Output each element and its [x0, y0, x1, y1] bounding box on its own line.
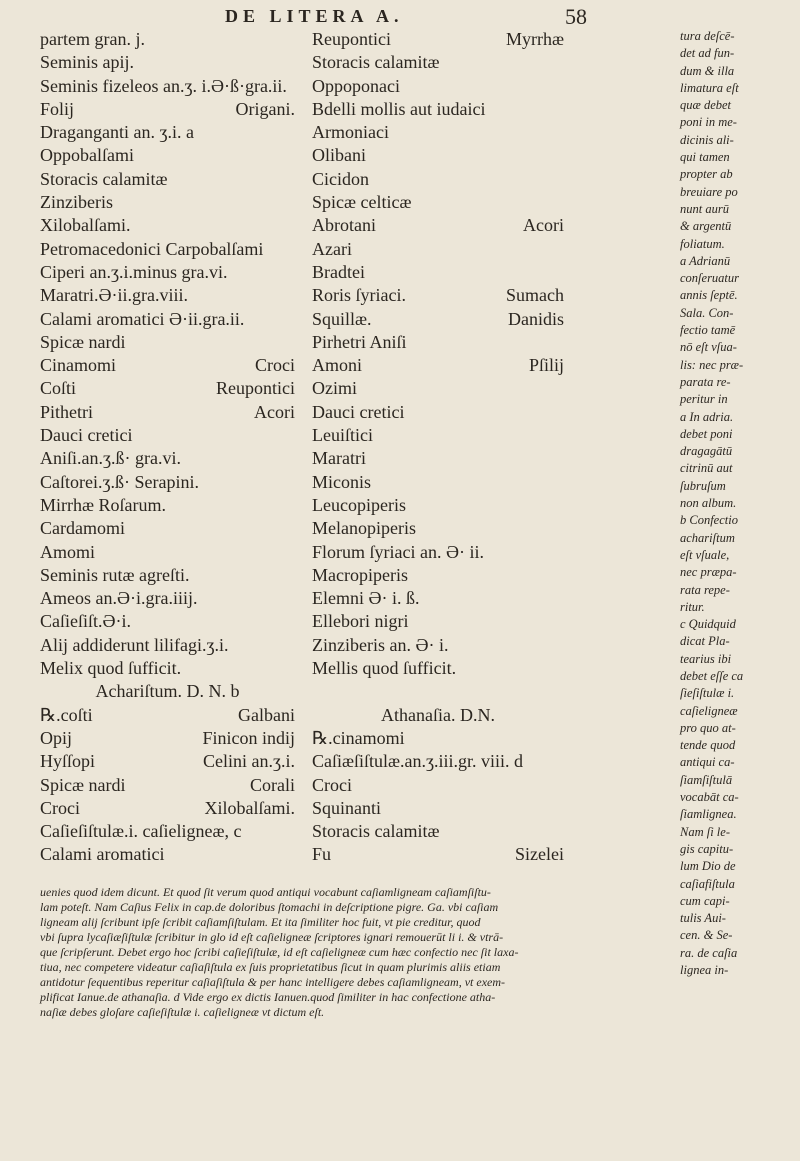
ingredient: Caſtorei.ʒ.ß· Serapini.: [40, 471, 199, 492]
commentary-line: lam poteſt. Nam Caſius Felix in cap.de doloribus ſtomachi in deſcriptione pigre. Ga. vbi caſiam: [40, 900, 499, 914]
recipe-line: [40, 634, 295, 657]
margin-note-line: conſeruatur: [680, 271, 740, 286]
margin-note-line: tulis Aui-: [680, 911, 726, 926]
recipe-line: [312, 424, 564, 447]
recipe-line: [40, 331, 295, 354]
ingredient: Seminis rutæ agreſti.: [40, 564, 190, 585]
recipe-line: [312, 727, 564, 750]
recipe-line: [312, 587, 564, 610]
ingredient: Xilobalſami.: [204, 797, 295, 818]
ingredient: Cicidon: [312, 168, 369, 189]
ingredient: Caſieſiſtulæ.i. caſieligneæ, c: [40, 821, 242, 842]
ingredient: Caſieſiſt.Ə·i.: [40, 611, 131, 632]
recipe-line: [312, 331, 564, 354]
margin-note-line: pro quo at-: [680, 720, 736, 735]
ingredient: Squinanti: [312, 797, 382, 818]
margin-note-line: gis capitu-: [680, 841, 734, 856]
margin-note-line: peritur in: [680, 392, 728, 407]
recipe-line: [40, 354, 295, 377]
ingredient: Miconis: [312, 471, 372, 492]
ingredient-column-left: [40, 28, 295, 867]
ingredient: Abrotani: [312, 215, 376, 236]
recipe-line: [40, 750, 295, 773]
margin-note-line: debet poni: [680, 426, 733, 441]
ingredient: Ciperi an.ʒ.i.minus gra.vi.: [40, 261, 228, 282]
recipe-line: [40, 680, 295, 703]
ingredient: Olibani: [312, 145, 366, 166]
margin-note-line: parata re-: [680, 374, 731, 389]
recipe-line: [312, 121, 564, 144]
ingredient: Aniſi.an.ʒ.ß· gra.vi.: [40, 448, 181, 469]
margin-note-line: c Quidquid: [680, 617, 736, 632]
ingredient: Danidis: [508, 308, 564, 329]
ingredient: Corali: [250, 774, 295, 795]
ingredient: Cinamomi: [40, 355, 116, 376]
recipe-line: [312, 401, 564, 424]
commentary-line: tiua, nec competere videatur caſiaſiſtula ex ſuis proprietatibus ſicut in quam plurimis aliis etiam: [40, 960, 501, 974]
ingredient: Seminis fizeleos an.ʒ. i.Ə·ß·gra.ii.: [40, 75, 287, 96]
margin-note-line: cen. & Se-: [680, 928, 733, 943]
recipe-line: [312, 494, 564, 517]
ingredient: Coſti: [40, 378, 77, 399]
recipe-line: [40, 214, 295, 237]
ingredient: Maratri.Ə·ii.gra.viii.: [40, 285, 188, 306]
ingredient: partem gran. j.: [40, 29, 145, 49]
recipe-line: [40, 377, 295, 400]
recipe-line: [40, 843, 295, 866]
ingredient: Mirrhæ Roſarum.: [40, 494, 166, 515]
recipe-line: [40, 75, 295, 98]
recipe-line: [40, 168, 295, 191]
margin-note-line: ſubruſum: [680, 478, 726, 493]
margin-note-line: & argentū: [680, 219, 732, 234]
ingredient: Amoni: [312, 355, 363, 376]
ingredient: Leuiſtici: [312, 425, 373, 446]
recipe-line: [312, 261, 564, 284]
ingredient: Celini an.ʒ.i.: [203, 751, 295, 772]
recipe-line: [40, 238, 295, 261]
recipe-line: [40, 98, 295, 121]
margin-note-line: quæ debet: [680, 98, 732, 113]
margin-note-line: ra. de caſia: [680, 945, 738, 960]
margin-note-line: limatura eſt: [680, 80, 739, 95]
recipe-line: [312, 144, 564, 167]
recipe-line: [312, 750, 564, 773]
page-number: 58: [565, 4, 587, 29]
commentary-line: vbi ſupra lycaſiæſiſtulæ ſcribitur in glo id eſt caſieligneæ ſcriptores ignari remouerūt li i. & vtrā-: [40, 930, 504, 944]
ingredient: Dauci cretici: [40, 425, 133, 446]
recipe-line: [312, 238, 564, 261]
recipe-line: [312, 797, 564, 820]
ingredient: Ameos an.Ə·i.gra.iiij.: [40, 588, 198, 609]
margin-note-line: a In adria.: [680, 409, 734, 424]
ingredient: Reupontici: [216, 378, 295, 399]
ingredient: Spicæ nardi: [40, 774, 126, 795]
ingredient: Fu: [312, 844, 332, 865]
recipe-line: [40, 657, 295, 680]
margin-note-line: a Adrianū: [680, 253, 731, 268]
ingredient: Zinziberis an. Ə· i.: [312, 634, 449, 655]
recipe-title: Athanaſia. D.N.: [381, 704, 495, 725]
ingredient: Opij: [40, 727, 73, 748]
ingredient: Hyſſopi: [40, 751, 96, 772]
recipe-line: [40, 587, 295, 610]
margin-note-line: vocabāt ca-: [680, 790, 739, 805]
margin-note-line: tende quod: [680, 738, 736, 753]
recipe-line: [40, 471, 295, 494]
commentary-text: [40, 885, 680, 1020]
ingredient: Amomi: [40, 541, 96, 562]
margin-note-line: poni in me-: [680, 115, 737, 130]
margin-note-line: dum & illa: [680, 63, 735, 78]
ingredient: Storacis calamitæ: [312, 821, 440, 842]
recipe-line: [40, 727, 295, 750]
ingredient: Pſilij: [528, 355, 564, 376]
margin-notes: [680, 28, 795, 979]
margin-note-line: dragagātū: [680, 444, 733, 459]
margin-note-line: tearius ibi: [680, 651, 732, 666]
recipe-line: [312, 214, 564, 237]
ingredient: Zinziberis: [40, 192, 113, 213]
margin-note-line: nec præpa-: [680, 565, 737, 580]
ingredient: ℞.cinamomi: [312, 727, 405, 748]
ingredient: Ozimi: [312, 378, 357, 399]
recipe-line: [40, 820, 295, 843]
ingredient: Azari: [312, 238, 352, 259]
margin-note-line: eſt vſuale,: [680, 547, 730, 562]
recipe-line: [40, 401, 295, 424]
margin-note-line: foliatum.: [680, 236, 725, 251]
ingredient: Oppobalſami: [40, 145, 134, 166]
ingredient: Xilobalſami.: [40, 215, 131, 236]
ingredient: Storacis calamitæ: [40, 168, 168, 189]
ingredient: Caſiæſiſtulæ.an.ʒ.iii.gr. viii. d: [312, 751, 523, 772]
margin-note-line: citrinū aut: [680, 461, 733, 476]
ingredient: Storacis calamitæ: [312, 52, 440, 73]
ingredient: Acori: [254, 401, 295, 422]
ingredient: Maratri: [312, 448, 366, 469]
recipe-line: [312, 354, 564, 377]
ingredient: Croci: [312, 774, 352, 795]
ingredient: Mellis quod ſufficit.: [312, 658, 457, 679]
recipe-line: [312, 28, 564, 51]
ingredient: Bdelli mollis aut iudaici: [312, 98, 486, 119]
recipe-line: [312, 191, 564, 214]
recipe-line: [312, 168, 564, 191]
commentary-line: uenies quod idem dicunt. Et quod ſit verum quod antiqui vocabunt caſiamligneam caſiamſiſtu-: [40, 885, 491, 899]
margin-note-line: achariſtum: [680, 530, 735, 545]
ingredient: Petromacedonici Carpobalſami: [40, 238, 264, 259]
ingredient: Ellebori nigri: [312, 611, 409, 632]
recipe-line: [312, 680, 564, 703]
margin-note-line: Nam ſi le-: [680, 824, 730, 839]
recipe-title: Achariſtum. D. N. b: [95, 681, 240, 702]
recipe-line: [40, 284, 295, 307]
ingredient: Finicon indij: [202, 727, 295, 748]
recipe-line: [312, 774, 564, 797]
recipe-line: [312, 517, 564, 540]
recipe-line: [40, 494, 295, 517]
ingredient: Squillæ.: [312, 308, 372, 329]
ingredient-column-middle: [312, 28, 564, 867]
margin-note-line: lignea in-: [680, 963, 729, 978]
margin-note-line: nō eſt vſua-: [680, 340, 737, 355]
recipe-line: [40, 541, 295, 564]
ingredient: Calami aromatici: [40, 844, 165, 865]
margin-note-line: lis: nec præ-: [680, 357, 744, 372]
ingredient: Sumach: [506, 285, 564, 306]
ingredient: Dauci cretici: [312, 401, 405, 422]
margin-note-line: caſieligneæ: [680, 703, 738, 718]
margin-note-line: ſiamlignea.: [680, 807, 737, 822]
recipe-line: [312, 75, 564, 98]
margin-note-line: det ad fun-: [680, 46, 735, 61]
recipe-line: [312, 820, 564, 843]
ingredient: Calami aromatici Ə·ii.gra.ii.: [40, 308, 245, 329]
ingredient: Oppoponaci: [312, 75, 400, 96]
margin-note-line: ſieſiſtulæ i.: [680, 686, 735, 701]
commentary-line: que ſcripſerunt. Debet ergo hoc ſcribi caſieſiſtulæ, id eſt caſieligneæ cum hæc confectio nec ſit laxa-: [40, 945, 519, 959]
ingredient: ℞.coſti: [40, 704, 93, 725]
recipe-line: [40, 610, 295, 633]
margin-note-line: tura deſcē-: [680, 29, 735, 43]
recipe-line: [40, 704, 295, 727]
recipe-line: [312, 634, 564, 657]
ingredient: Pithetri: [40, 401, 93, 422]
recipe-line: [40, 424, 295, 447]
ingredient: Myrrhæ: [506, 29, 564, 49]
recipe-line: [312, 610, 564, 633]
margin-note-line: antiqui ca-: [680, 755, 735, 770]
running-head: DE LITERA A.: [225, 6, 404, 26]
ingredient: Bradtei: [312, 261, 365, 282]
margin-note-line: ritur.: [680, 599, 705, 614]
ingredient: Spicæ nardi: [40, 331, 126, 352]
ingredient: Acori: [523, 215, 564, 236]
recipe-line: [40, 121, 295, 144]
commentary-line: plificat Ianue.de athanaſia. d Vide ergo ex dictis Ianuen.quod ſimiliter in hac confectione atha-: [40, 990, 496, 1004]
recipe-line: [312, 51, 564, 74]
recipe-line: [312, 447, 564, 470]
commentary-line: naſiæ debes gloſare caſieſiſtulæ i. caſieligneæ vt dictum eſt.: [40, 1005, 325, 1019]
margin-note-line: annis ſeptē.: [680, 288, 738, 303]
ingredient: Alij addiderunt lilifagi.ʒ.i.: [40, 634, 229, 655]
recipe-line: [312, 308, 564, 331]
recipe-line: [312, 843, 564, 866]
commentary-line: antidotur ſequentibus reperitur caſiaſiſtula & per hanc intelligere debes caſiamligneam, vt exem-: [40, 975, 506, 989]
margin-note-line: Sala. Con-: [680, 305, 734, 320]
margin-note-line: debet eſſe ca: [680, 668, 744, 683]
ingredient: Melix quod ſufficit.: [40, 658, 182, 679]
margin-note-line: propter ab: [680, 167, 733, 182]
margin-note-line: rata repe-: [680, 582, 730, 597]
ingredient: Florum ſyriaci an. Ə· ii.: [312, 541, 484, 562]
ingredient: Elemni Ə· i. ß.: [312, 588, 420, 609]
ingredient: Croci: [40, 797, 80, 818]
recipe-line: [312, 471, 564, 494]
recipe-line: [40, 261, 295, 284]
ingredient: Roris ſyriaci.: [312, 285, 406, 306]
recipe-line: [312, 704, 564, 727]
recipe-line: [312, 657, 564, 680]
recipe-line: [312, 284, 564, 307]
recipe-line: [40, 28, 295, 51]
margin-note-line: non album.: [680, 496, 737, 511]
ingredient: Macropiperis: [312, 564, 408, 585]
margin-note-line: fectio tamē: [680, 323, 736, 338]
margin-note-line: b Confectio: [680, 513, 738, 528]
ingredient: Sizelei: [515, 844, 564, 865]
margin-note-line: caſiafiſtula: [680, 876, 735, 891]
recipe-line: [40, 517, 295, 540]
recipe-line: [40, 191, 295, 214]
ingredient: Armoniaci: [312, 122, 389, 143]
recipe-line: [40, 564, 295, 587]
ingredient: Croci: [255, 355, 295, 376]
margin-note-line: qui tamen: [680, 150, 730, 165]
ingredient: Reupontici: [312, 29, 391, 49]
recipe-line: [312, 541, 564, 564]
margin-note-line: cum capi-: [680, 893, 730, 908]
recipe-line: [40, 51, 295, 74]
margin-note-line: breuiare po: [680, 184, 738, 199]
ingredient: Galbani: [238, 704, 295, 725]
margin-note-line: lum Dio de: [680, 859, 736, 874]
recipe-line: [312, 98, 564, 121]
ingredient: Spicæ celticæ: [312, 192, 412, 213]
ingredient: Seminis apij.: [40, 52, 134, 73]
recipe-line: [312, 377, 564, 400]
recipe-line: [40, 308, 295, 331]
recipe-line: [40, 774, 295, 797]
margin-note-line: dicat Pla-: [680, 634, 730, 649]
commentary-line: ligneam alij ſcribunt ipſe ſcribit caſiamſiſtulam. Et ita ſimiliter hoc fuit, vt pie creditur, quod: [40, 915, 481, 929]
ingredient: Origani.: [235, 98, 295, 119]
recipe-line: [312, 564, 564, 587]
recipe-line: [40, 447, 295, 470]
ingredient: Folij: [40, 98, 75, 119]
recipe-line: [40, 797, 295, 820]
recipe-line: [40, 144, 295, 167]
margin-note-line: dicinis ali-: [680, 132, 734, 147]
margin-note-line: nunt aurū: [680, 201, 729, 216]
ingredient: Draganganti an. ʒ.i. a: [40, 122, 194, 143]
ingredient: Melanopiperis: [312, 518, 416, 539]
ingredient: Leucopiperis: [312, 494, 406, 515]
ingredient: Pirhetri Aniſi: [312, 331, 407, 352]
ingredient: Cardamomi: [40, 518, 125, 539]
margin-note-line: ſiamſiſtulā: [680, 772, 733, 787]
